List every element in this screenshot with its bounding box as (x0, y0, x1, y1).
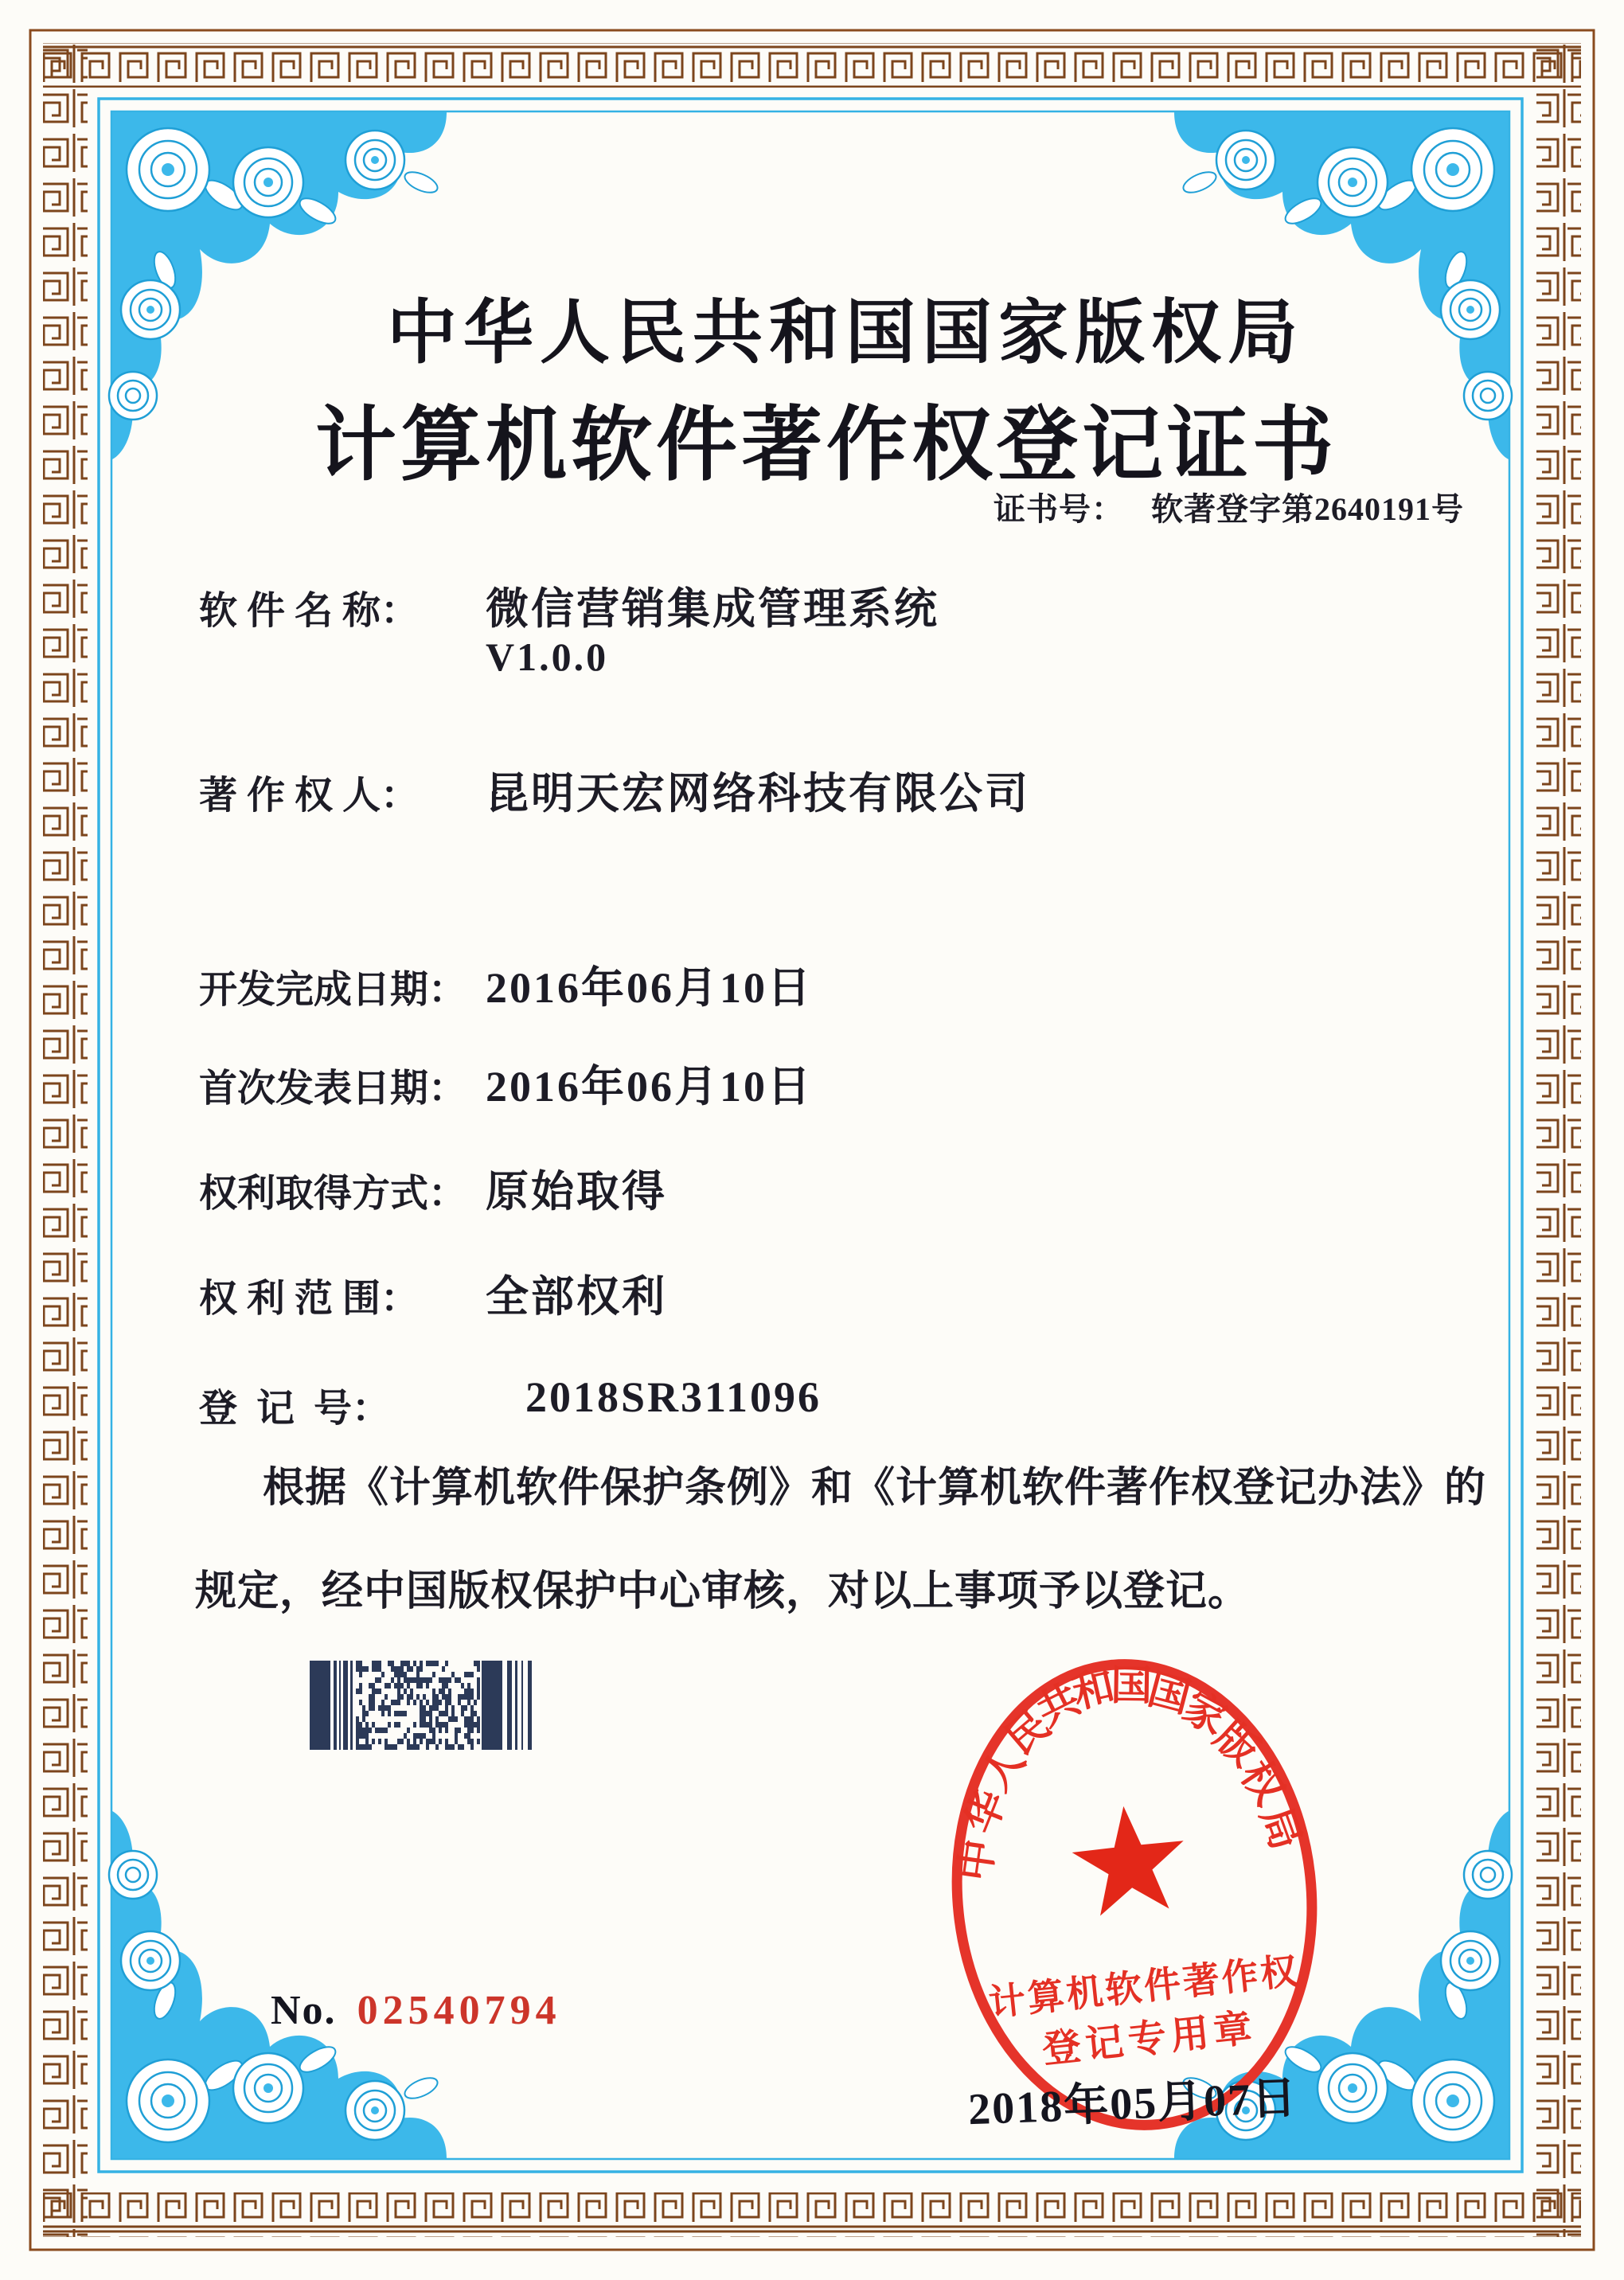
certificate-title: 计算机软件著作权登记证书 (315, 401, 1337, 491)
field-label-dev-complete-date: 开发完成日期： (199, 969, 467, 1011)
field-label-registration-number: 登 记 号： (199, 1388, 391, 1430)
statement-line-1: 根据《计算机软件保护条例》和《计算机软件著作权登记办法》的 (263, 1466, 1487, 1511)
svg-text:权: 权 (1231, 1753, 1293, 1813)
certificate-number-label: 证书号： (994, 491, 1124, 527)
serial-number-value: 02540794 (357, 1988, 561, 2033)
svg-text:家: 家 (1175, 1684, 1234, 1744)
field-label-rights-acquisition: 权利取得方式： (199, 1173, 467, 1215)
star-icon (1068, 1800, 1190, 1918)
svg-text:国: 国 (1110, 1663, 1153, 1710)
certificate-number-value: 软著登字第2640191号 (1151, 491, 1464, 527)
svg-text:版: 版 (1205, 1713, 1267, 1775)
seal-text-line1: 计算机软件著作权 (986, 1950, 1302, 2024)
seal-date: 2018年05月07日 (967, 2073, 1299, 2135)
svg-text:民: 民 (997, 1702, 1059, 1764)
agency-title: 中华人民共和国国家版权局 (386, 295, 1304, 373)
seal-text-line2: 登记专用章 (1040, 2007, 1259, 2071)
field-label-software-name: 软 件 名 称： (199, 590, 420, 632)
field-value-dev-complete-date: 2016年06月10日 (486, 964, 813, 1012)
field-value-registration-number: 2018SR311096 (525, 1373, 822, 1421)
svg-text:局: 局 (1251, 1801, 1309, 1856)
svg-text:中: 中 (952, 1837, 1004, 1884)
field-value-rights-acquisition: 原始取得 (486, 1168, 667, 1216)
field-value-copyright-owner: 昆明天宏网络科技有限公司 (486, 770, 1030, 818)
svg-text:共: 共 (1030, 1676, 1088, 1736)
corner-flourish-bottom-left (109, 1811, 447, 2158)
svg-text:国: 国 (1143, 1667, 1195, 1722)
svg-text:和: 和 (1068, 1663, 1119, 1717)
svg-text:华: 华 (958, 1784, 1016, 1841)
barcode-2d (310, 1661, 542, 1750)
certificate-number-line (994, 484, 1464, 529)
svg-text:人: 人 (973, 1739, 1035, 1799)
field-value-software-version: V1.0.0 (486, 634, 609, 679)
field-value-software-name: 微信营销集成管理系统 (486, 585, 939, 633)
field-value-rights-scope: 全部权利 (486, 1273, 667, 1321)
field-label-first-publish-date: 首次发表日期： (199, 1068, 467, 1110)
field-value-first-publish-date: 2016年06月10日 (486, 1063, 813, 1111)
statement-line-2: 规定，经中国版权保护中心审核，对以上事项予以登记。 (195, 1569, 1251, 1614)
field-label-rights-scope: 权 利 范 围： (199, 1278, 420, 1320)
serial-number-label: No. (271, 1988, 337, 2033)
serial-number-line (271, 1987, 561, 2034)
field-label-copyright-owner: 著 作 权 人： (199, 775, 420, 817)
